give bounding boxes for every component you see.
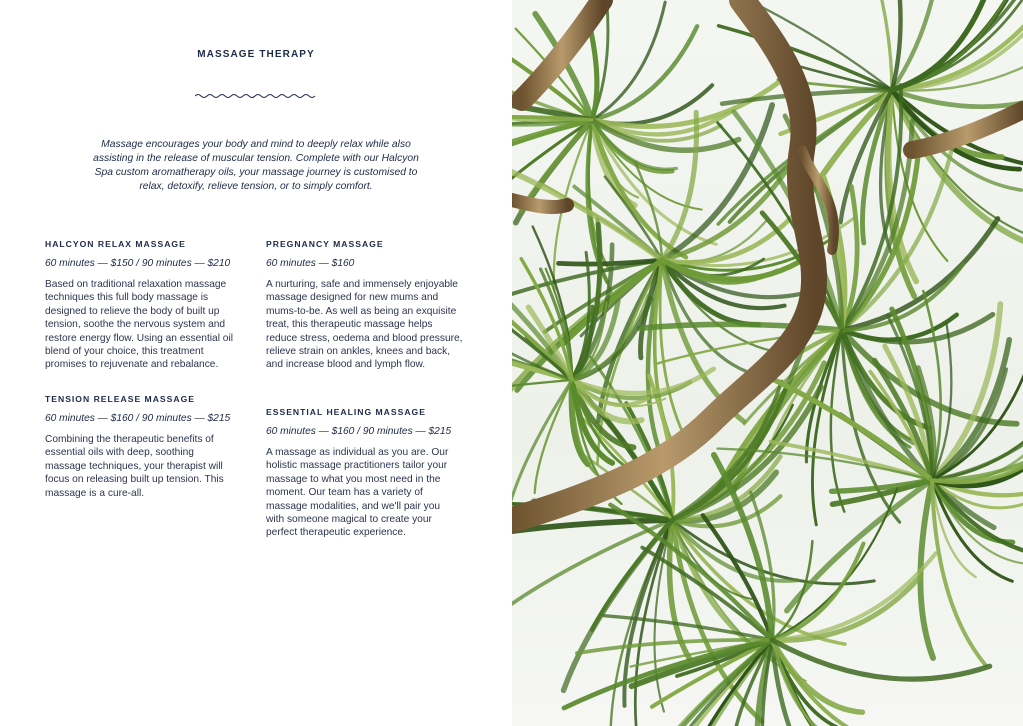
pandanus-palm-photo <box>512 0 1023 726</box>
service-pregnancy <box>266 239 466 372</box>
palm-frond <box>672 520 798 581</box>
wave-divider <box>195 92 317 100</box>
service-description: Based on traditional relaxation massage techniques this full body massage is designed to relieve the body of built up tension, soothe the nervous system and restore energy flow. Using an essential oil blend of your choice, this treatment promises to rejuvenate and rebalance. <box>45 279 234 371</box>
service-price: 60 minutes — $160 / 90 minutes — $215 <box>45 413 231 424</box>
service-name: TENSION RELEASE MASSAGE <box>45 394 196 404</box>
palm-frond <box>772 640 990 679</box>
service-description: Combining the therapeutic benefits of essential oils with deep, soothing massage techniques, your therapist will focus on releasing built up tension. This massage is a cure-all. <box>45 434 224 499</box>
service-description: A nurturing, safe and immensely enjoyable massage designed for new mums and mums-to-be. As well as being an exquisite treat, this therapeutic massage helps reduce stress, oedema and blood pressure, relieve strain on ankles, knees and back, and increase blood and lymph flow. <box>266 279 463 371</box>
palm-frond <box>772 640 894 726</box>
service-tension-release <box>45 394 231 500</box>
service-price: 60 minutes — $160 / 90 minutes — $215 <box>266 426 452 437</box>
service-halcyon-relax <box>45 239 245 372</box>
service-essential-healing <box>266 407 461 540</box>
service-name: PREGNANCY MASSAGE <box>266 239 384 249</box>
service-description: A massage as individual as you are. Our holistic massage practitioners tailor your massage to what you most need in the moment. Our team has a variety of massage modalities, and we'll pair you with someone magical to create your perfect therapeutic experience. <box>266 447 449 539</box>
service-name: HALCYON RELAX MASSAGE <box>45 239 186 249</box>
service-price: 60 minutes — $150 / 90 minutes — $210 <box>45 258 231 269</box>
service-price: 60 minutes — $160 <box>266 258 355 269</box>
palm-frond <box>592 2 665 120</box>
intro-text: Massage encourages your body and mind to deeply relax while also assisting in the release of muscular tension. Complete with our Halcyon Spa custom aromatherapy oils, your massage journey is customised to relax, detoxify, relieve tension, or to simply comfort. <box>93 139 419 192</box>
service-name: ESSENTIAL HEALING MASSAGE <box>266 407 426 417</box>
page-title: MASSAGE THERAPY <box>197 49 315 60</box>
palm-illustration <box>512 0 1023 726</box>
